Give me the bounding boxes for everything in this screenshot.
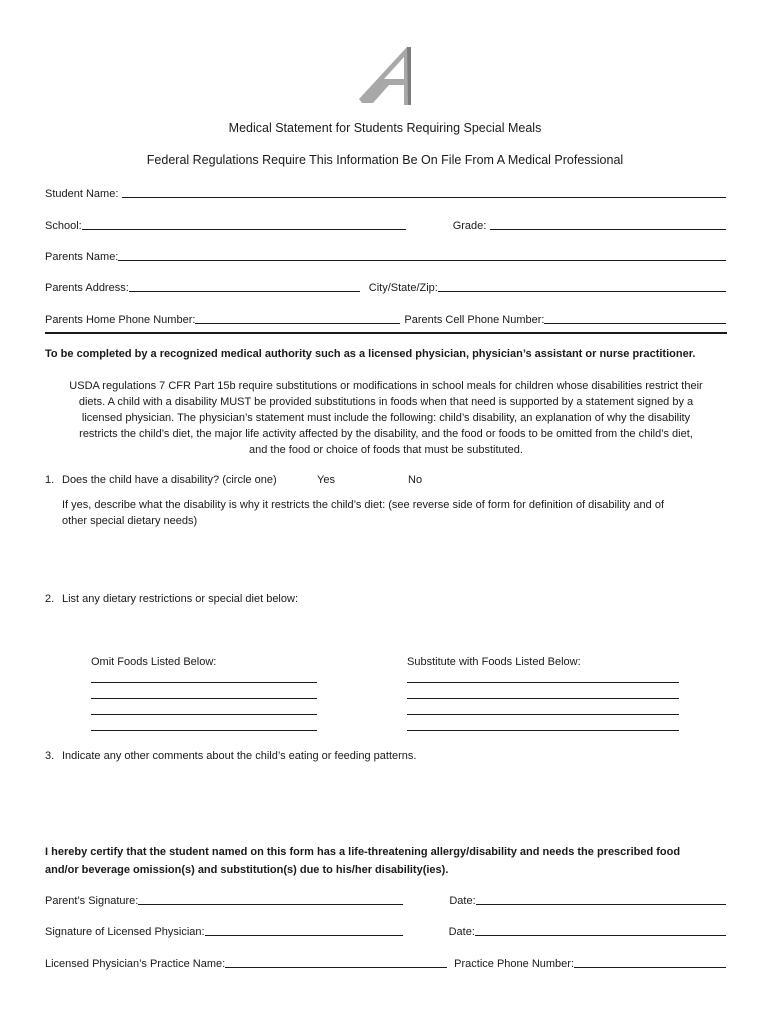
usda-line: and the food or choice of foods that must be substituted.	[249, 444, 523, 456]
student-name-row	[45, 185, 726, 200]
certification-line: I hereby certify that the student named on this form has a life-threatening allergy/disability and needs the prescribed food	[45, 846, 681, 858]
student-name-field[interactable]	[122, 185, 726, 198]
omit-food-line[interactable]	[91, 682, 317, 683]
parents-address-row	[45, 279, 726, 294]
comments-area[interactable]	[62, 770, 727, 830]
authority-note: To be completed by a recognized medical authority such as a licensed physician, physician’s assistant or nurse practitioner.	[45, 348, 696, 360]
question-3-text: Indicate any other comments about the child’s eating or feeding patterns.	[62, 750, 417, 762]
parents-name-field[interactable]	[118, 248, 726, 261]
question-3-number: 3.	[45, 750, 55, 762]
practice-name-label: Licensed Physician’s Practice Name:	[45, 958, 226, 970]
yes-option[interactable]: Yes	[317, 474, 335, 486]
question-1-followup	[62, 497, 727, 529]
substitute-food-line[interactable]	[407, 730, 679, 731]
grade-label: Grade:	[452, 220, 487, 232]
home-phone-label: Parents Home Phone Number:	[45, 314, 196, 326]
certification-line: and/or beverage omission(s) and substitution(s) due to his/her disability(ies).	[45, 864, 449, 876]
practice-row	[45, 955, 726, 970]
question-2-number: 2.	[45, 593, 55, 605]
physician-signature-field[interactable]	[205, 923, 403, 936]
grade-field[interactable]	[490, 217, 726, 230]
phone-row	[45, 311, 726, 326]
parents-address-label: Parents Address:	[45, 282, 129, 294]
substitute-foods-label: Substitute with Foods Listed Below:	[407, 656, 581, 668]
parents-name-row	[45, 248, 726, 263]
omit-foods-label: Omit Foods Listed Below:	[91, 656, 217, 668]
certification-statement	[45, 843, 727, 879]
school-grade-row	[45, 217, 726, 232]
substitute-food-line[interactable]	[407, 682, 679, 683]
no-option[interactable]: No	[408, 474, 423, 486]
parent-signature-label: Parent’s Signature:	[45, 895, 139, 907]
parents-address-field[interactable]	[129, 279, 360, 292]
usda-line: USDA regulations 7 CFR Part 15b require substitutions or modifications in school meals for children whose disabilities restrict their	[69, 380, 703, 392]
parents-name-label: Parents Name:	[45, 251, 119, 263]
disability-description-area[interactable]	[62, 535, 727, 585]
practice-name-field[interactable]	[225, 955, 447, 968]
usda-line: restricts the child’s diet, the major life activity affected by the disability, and the food or foods to be omitted from the child’s diet,	[79, 428, 693, 440]
cell-phone-field[interactable]	[544, 311, 726, 324]
physician-signature-label: Signature of Licensed Physician:	[45, 926, 205, 938]
school-field[interactable]	[82, 217, 406, 230]
student-name-label: Student Name:	[45, 188, 119, 200]
home-phone-field[interactable]	[195, 311, 400, 324]
question-1-text: Does the child have a disability? (circle one)	[62, 474, 277, 486]
followup-line: other special dietary needs)	[62, 515, 198, 527]
physician-date-field[interactable]	[475, 923, 726, 936]
usda-paragraph	[50, 378, 722, 458]
city-state-zip-label: City/State/Zip:	[368, 282, 438, 294]
followup-line: If yes, describe what the disability is why it restricts the child’s diet: (see reverse side of form for definition of disability and of	[62, 499, 665, 511]
practice-phone-label: Practice Phone Number:	[454, 958, 575, 970]
city-state-zip-field[interactable]	[438, 279, 726, 292]
question-2-text: List any dietary restrictions or special diet below:	[62, 593, 298, 605]
usda-line: licensed physician. The physician’s statement must include the following: child’s disability, an explanation of why the disability	[81, 412, 691, 424]
school-label: School:	[45, 220, 82, 232]
physician-date-label: Date:	[448, 926, 475, 938]
section-divider	[45, 332, 727, 334]
practice-phone-field[interactable]	[574, 955, 726, 968]
substitute-food-line[interactable]	[407, 698, 679, 699]
physician-signature-row	[45, 923, 726, 938]
parent-signature-row	[45, 892, 726, 907]
question-1-number: 1.	[45, 474, 55, 486]
page-subtitle: Federal Regulations Require This Information Be On File From A Medical Professional	[146, 153, 624, 167]
substitute-food-line[interactable]	[407, 714, 679, 715]
parent-signature-field[interactable]	[138, 892, 403, 905]
omit-food-line[interactable]	[91, 714, 317, 715]
a-letter-logo	[359, 45, 413, 105]
omit-food-line[interactable]	[91, 698, 317, 699]
parent-date-field[interactable]	[476, 892, 726, 905]
usda-line: diets. A child with a disability MUST be provided substitutions in foods when that need is supported by a statement signed by a	[78, 396, 694, 408]
page-title: Medical Statement for Students Requiring Special Meals	[228, 121, 542, 135]
parent-date-label: Date:	[449, 895, 476, 907]
omit-food-line[interactable]	[91, 730, 317, 731]
cell-phone-label: Parents Cell Phone Number:	[404, 314, 545, 326]
